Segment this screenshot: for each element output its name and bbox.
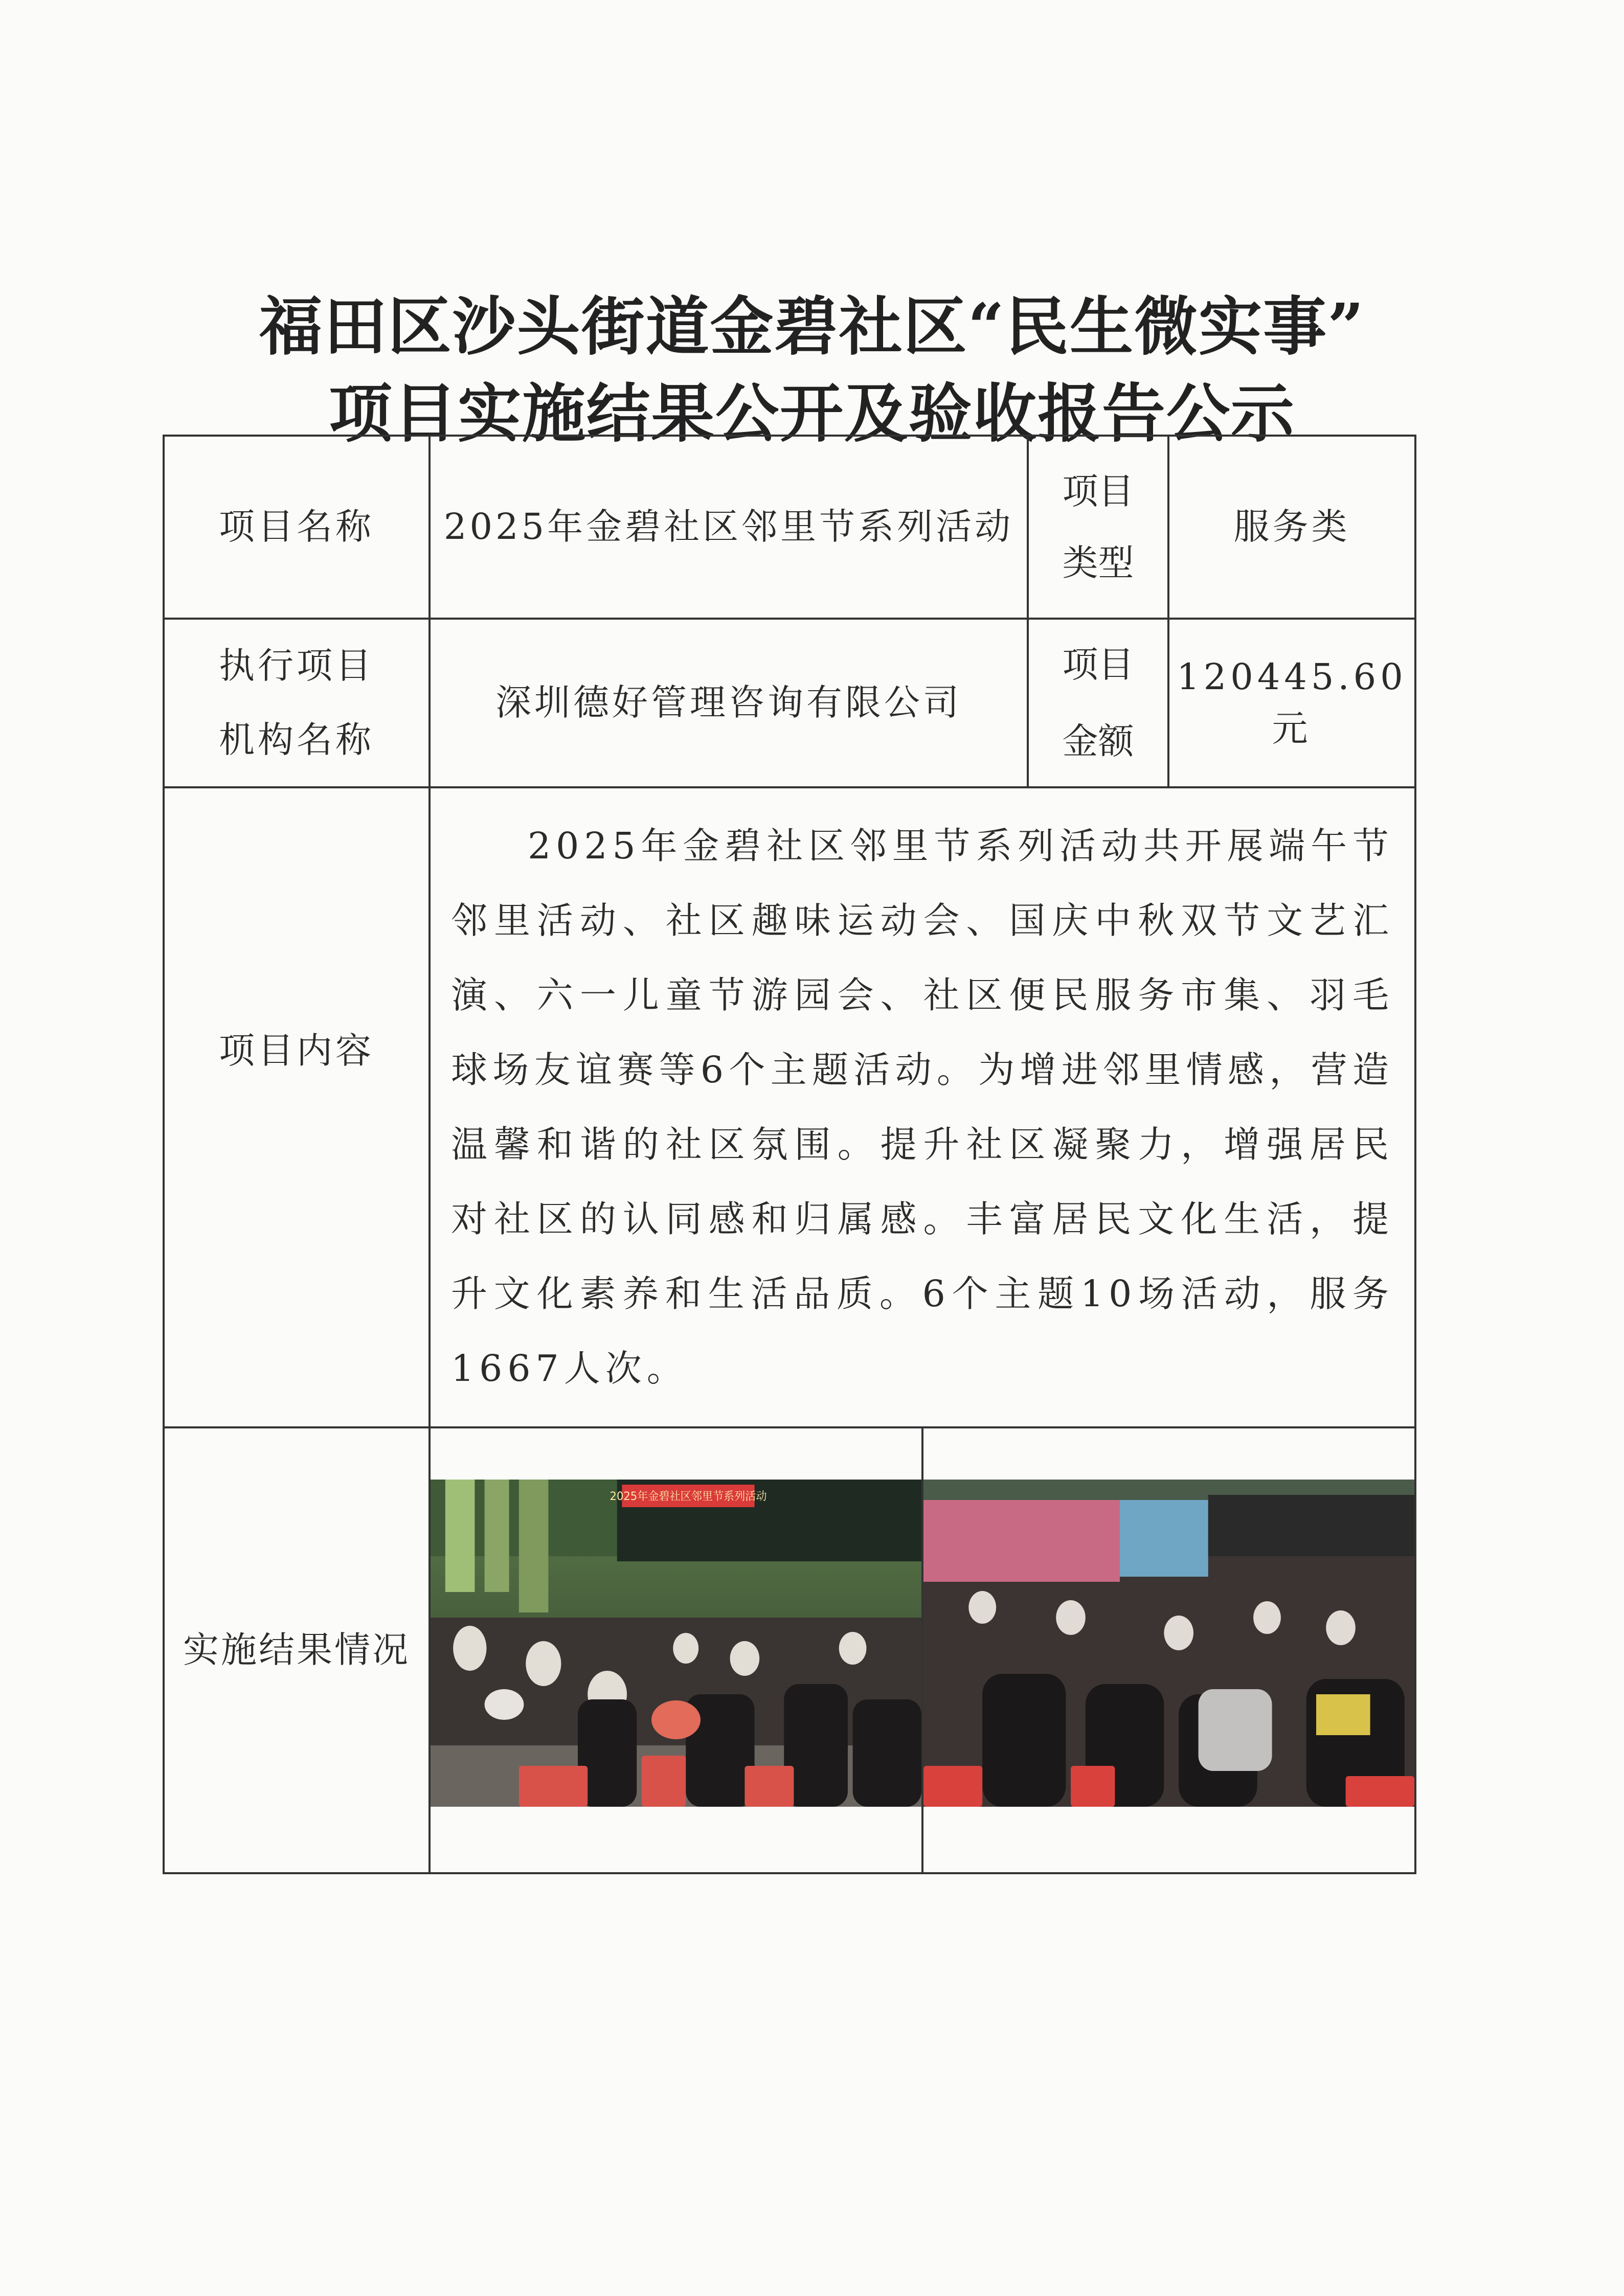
org-value: 深圳德好管理咨询有限公司 (430, 619, 1028, 787)
table-row (164, 619, 1415, 787)
table-row (164, 436, 1415, 619)
amount-label-text: 项目金额 (1062, 644, 1134, 762)
project-type-label (1028, 436, 1168, 619)
project-type-value: 服务类 (1168, 436, 1415, 619)
project-name-value: 2025年金碧社区邻里节系列活动 (430, 436, 1028, 619)
event-photo-2-image (923, 1480, 1414, 1807)
document-title-line1: 福田区沙头街道金碧社区“民生微实事” (259, 290, 1365, 364)
org-label (164, 619, 430, 787)
result-label: 实施结果情况 (164, 1427, 430, 1873)
event-photo-1-image (431, 1480, 921, 1807)
event-photo-2 (923, 1480, 1414, 1807)
banner-text: 2025年金碧社区邻里节系列活动 (610, 1490, 767, 1504)
content-label: 项目内容 (164, 787, 430, 1427)
content-text: 2025年金碧社区邻里节系列活动共开展端午节邻里活动、社区趣味运动会、国庆中秋双节文艺汇演、六一儿童节游园会、社区便民服务市集、羽毛球场友谊赛等6个主题活动。为增进邻里情感，营造温馨和谐的社区氛围。提升社区凝聚力，增强居民对社区的认同感和归属感。丰富居民文化生活，提升文化素养和生活品质。6个主题10场活动，服务1667人次。 (451, 825, 1394, 1390)
photo-column-2 (921, 1428, 1414, 1872)
project-info-table (163, 435, 1416, 1874)
event-photo-1 (431, 1480, 921, 1807)
document-title-line2: 项目实施结果公开及验收报告公示 (328, 377, 1295, 451)
project-name-label: 项目名称 (164, 436, 430, 619)
amount-value: 120445.60元 (1168, 619, 1415, 787)
result-photos-cell (430, 1427, 1415, 1873)
project-type-label-text: 项目类型 (1062, 470, 1134, 584)
org-label-text: 执行项目机构名称 (219, 645, 374, 761)
photo-column-1 (431, 1428, 921, 1872)
table-row (164, 1427, 1415, 1873)
amount-label (1028, 619, 1168, 787)
table-row (164, 787, 1415, 1427)
content-cell (430, 787, 1415, 1427)
photo-strip (431, 1428, 1414, 1872)
